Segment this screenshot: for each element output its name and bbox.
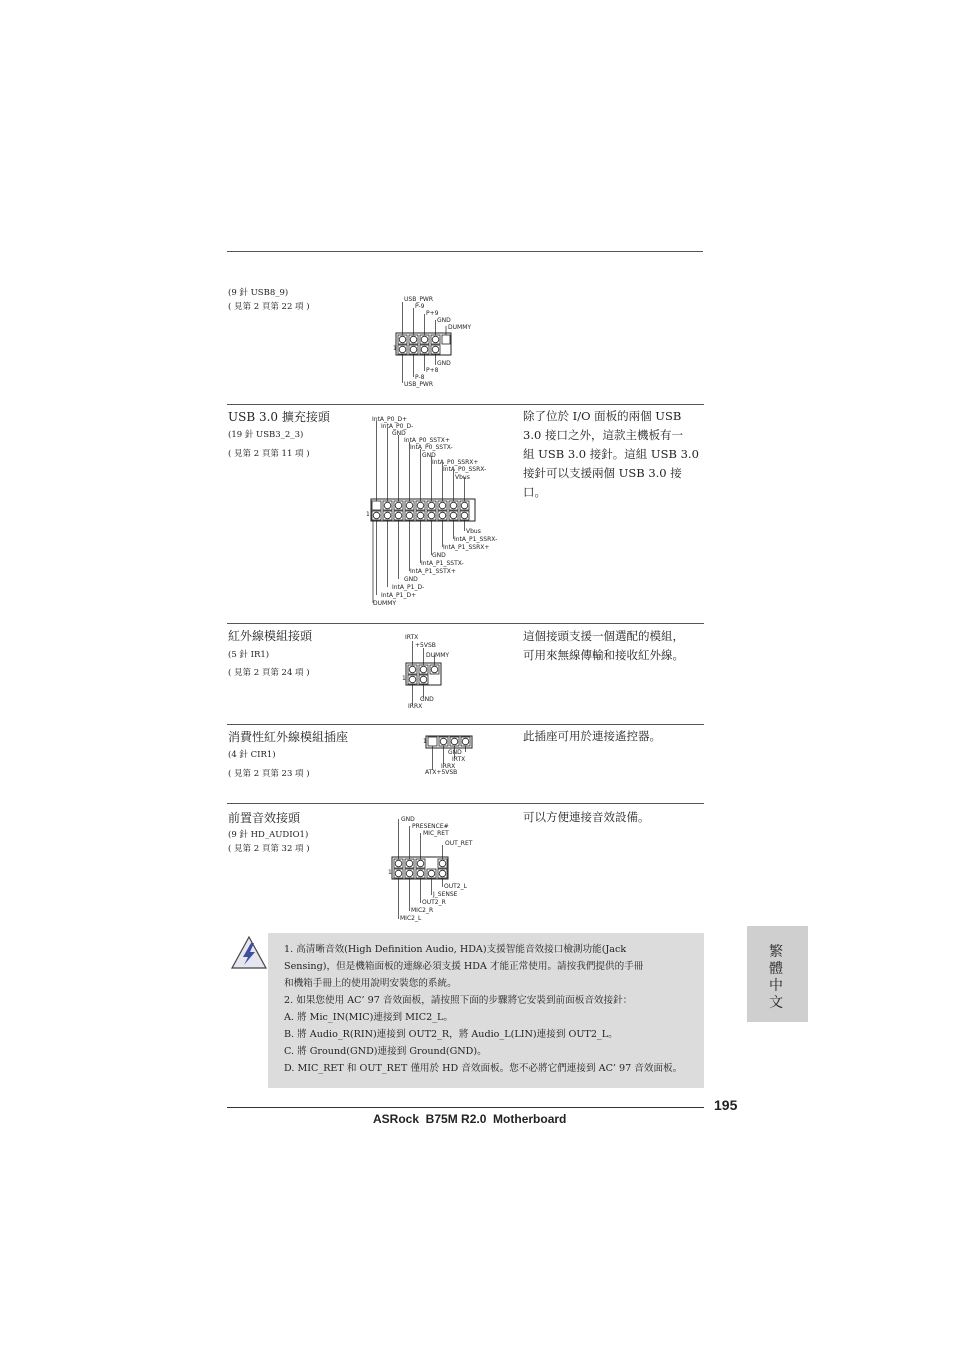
cir-pin-label: IRRX (441, 763, 456, 770)
cir-pin-count: (4 針 CIR1) (228, 750, 276, 760)
cir-title: 消費性紅外線模組插座 (228, 730, 349, 744)
usb3-pin-label: IntA_P1_SSRX- (454, 536, 498, 543)
audio-pin-label: OUT_RET (445, 840, 473, 847)
usb2-pin-label: GND (437, 360, 451, 367)
section-divider (227, 803, 704, 804)
cir-pin-label: IRTX (452, 756, 466, 763)
desc-line: 接針可以支援兩個 USB 3.0 接 (523, 466, 682, 480)
usb3-pin-label: IntA_P0_D- (381, 423, 414, 430)
desc-line: 可用來無線傳輸和接收紅外線。 (523, 648, 684, 662)
audio-pin-label: MIC_RET (423, 830, 449, 837)
ir-pin-count: (5 針 IR1) (228, 650, 270, 660)
usb2-pin-label: USB_PWR (404, 296, 434, 303)
section-divider (227, 404, 704, 405)
usb3-reference: ( 見第 2 頁第 11 項 ) (228, 449, 310, 459)
usb2-pin-label: P-9 (415, 303, 425, 310)
ir-title: 紅外線模組接頭 (228, 629, 313, 643)
ir-pin-label: IRRX (408, 703, 423, 710)
usb3-pin-label: GND (404, 576, 418, 583)
audio-pin-label: 1 (388, 869, 392, 876)
usb2-header-diagram (390, 295, 460, 390)
audio-description (523, 808, 705, 827)
desc-line: 除了位於 I/O 面板的兩個 USB (523, 409, 682, 423)
usb2-pin-label: GND (437, 317, 451, 324)
usb3-pin-label: GND (422, 452, 436, 459)
usb2-pin-label: USB_PWR (404, 381, 434, 388)
usb3-pin-label: IntA_P0_SSTX- (410, 444, 453, 451)
usb3-pin-label: IntA_P0_SSTX+ (404, 437, 450, 444)
language-tab (747, 926, 808, 1022)
page-number: 195 (714, 1097, 738, 1113)
usb3-description (523, 407, 705, 502)
usb3-pin-label: IntA_P0_D+ (372, 416, 408, 423)
desc-line: 這個接頭支援一個選配的模組， (523, 629, 684, 643)
desc-line: 3.0 接口之外，這款主機板有一 (523, 428, 683, 442)
ir-description (523, 627, 708, 665)
audio-pin-label: GND (401, 816, 415, 823)
audio-pin-label: OUT2_L (444, 883, 467, 890)
usb3-pin-label: GND (392, 430, 406, 437)
cir-description (523, 727, 705, 746)
footer-rule (227, 1107, 704, 1108)
usb3-pin-label: Vbus (466, 528, 481, 535)
audio-pin-label: MIC2_L (400, 915, 422, 922)
note-line: 2. 如果您使用 AC’ 97 音效面板，請按照下面的步驟將它安裝到前面板音效接針： (284, 995, 633, 1006)
audio-pin-label: J_SENSE (433, 891, 458, 898)
note-line: 1. 高清晰音效(High Definition Audio, HDA)支援智能音效接口檢測功能(Jack (284, 944, 627, 955)
ir-pin-label: DUMMY (426, 652, 450, 659)
note-line: B. 將 Audio_R(RIN)連接到 OUT2_R，將 Audio_L(LIN)連接到 OUT2_L。 (284, 1029, 618, 1040)
usb3-pin-label: IntA_P0_SSRX+ (432, 459, 479, 466)
audio-title: 前置音效接頭 (228, 811, 301, 825)
ir-pin-label: +5VSB (415, 642, 436, 649)
footer-title: ASRock B75M R2.0 Motherboard (373, 1112, 567, 1126)
ir-pin-label: IRTX (405, 634, 419, 641)
usb3-pin-label: IntA_P1_SSRX+ (443, 544, 490, 551)
usb3-pin-label: DUMMY (373, 600, 397, 607)
usb3-pin-label: Vbus (455, 474, 470, 481)
usb3-pin-label: IntA_P1_D+ (381, 592, 417, 599)
audio-reference: ( 見第 2 頁第 32 項 ) (228, 844, 310, 854)
usb3-pin-count: (19 針 USB3_2_3) (228, 430, 304, 440)
audio-pin-label: MIC2_R (411, 907, 434, 914)
audio-pin-label: PRESENCE# (412, 823, 449, 830)
section-divider (227, 623, 704, 624)
usb3-pin-label: IntA_P0_SSRX- (443, 466, 487, 473)
audio-pin-count: (9 針 HD_AUDIO1) (228, 830, 309, 840)
note-line: C. 將 Ground(GND)連接到 Ground(GND)。 (284, 1046, 487, 1057)
top-rule (227, 251, 703, 252)
cir-pin-label: ATX+5VSB (425, 769, 458, 776)
cir-pin-label: 1 (423, 738, 427, 745)
note-line: 和機箱手冊上的使用說明安裝您的系統。 (284, 978, 457, 989)
ir-reference: ( 見第 2 頁第 24 項 ) (228, 668, 310, 678)
usb2-pin-label: P+8 (426, 367, 439, 374)
usb3-pin-label: IntA_P1_SSTX- (421, 560, 464, 567)
usb2-pin-label: DUMMY (448, 324, 472, 331)
desc-line: 口。 (523, 485, 546, 499)
language-tab-label: 繁體中文 (769, 944, 783, 1011)
ir-pin-label: GND (420, 696, 434, 703)
audio-pin-label: OUT2_R (422, 899, 446, 906)
usb3-pin-label: GND (432, 552, 446, 559)
desc-line: 可以方便連接音效設備。 (523, 810, 650, 824)
cir-pin-label: GND (448, 749, 462, 756)
cir-reference: ( 見第 2 頁第 23 項 ) (228, 769, 310, 779)
usb2-pin-count: (9 針 USB8_9) (228, 288, 289, 298)
note-line: Sensing)，但是機箱面板的連線必須支援 HDA 才能正常使用。請按我們提供的手冊 (284, 961, 644, 972)
usb2-pin-label: P+9 (426, 310, 439, 317)
section-divider (227, 724, 704, 725)
usb3-pin-label: IntA_P1_D- (392, 584, 425, 591)
usb3-pin-label: 1 (366, 511, 370, 518)
usb2-pin-label: P-8 (415, 374, 425, 381)
note-box (268, 933, 704, 1088)
usb3-title: USB 3.0 擴充接頭 (228, 410, 330, 424)
warning-icon (229, 934, 269, 972)
usb2-reference: ( 見第 2 頁第 22 項 ) (228, 302, 310, 312)
desc-line: 組 USB 3.0 接針。這組 USB 3.0 (523, 447, 699, 461)
note-line: A. 將 Mic_IN(MIC)連接到 MIC2_L。 (284, 1012, 454, 1023)
desc-line: 此插座可用於連接遙控器。 (523, 729, 661, 743)
usb2-pin-label: 1 (393, 345, 397, 352)
usb3-pin-label: IntA_P1_SSTX+ (410, 568, 456, 575)
ir-pin-label: 1 (402, 675, 406, 682)
note-line: D. MIC_RET 和 OUT_RET 僅用於 HD 音效面板。您不必將它們連接到 AC’ 97 音效面板。 (284, 1063, 683, 1074)
